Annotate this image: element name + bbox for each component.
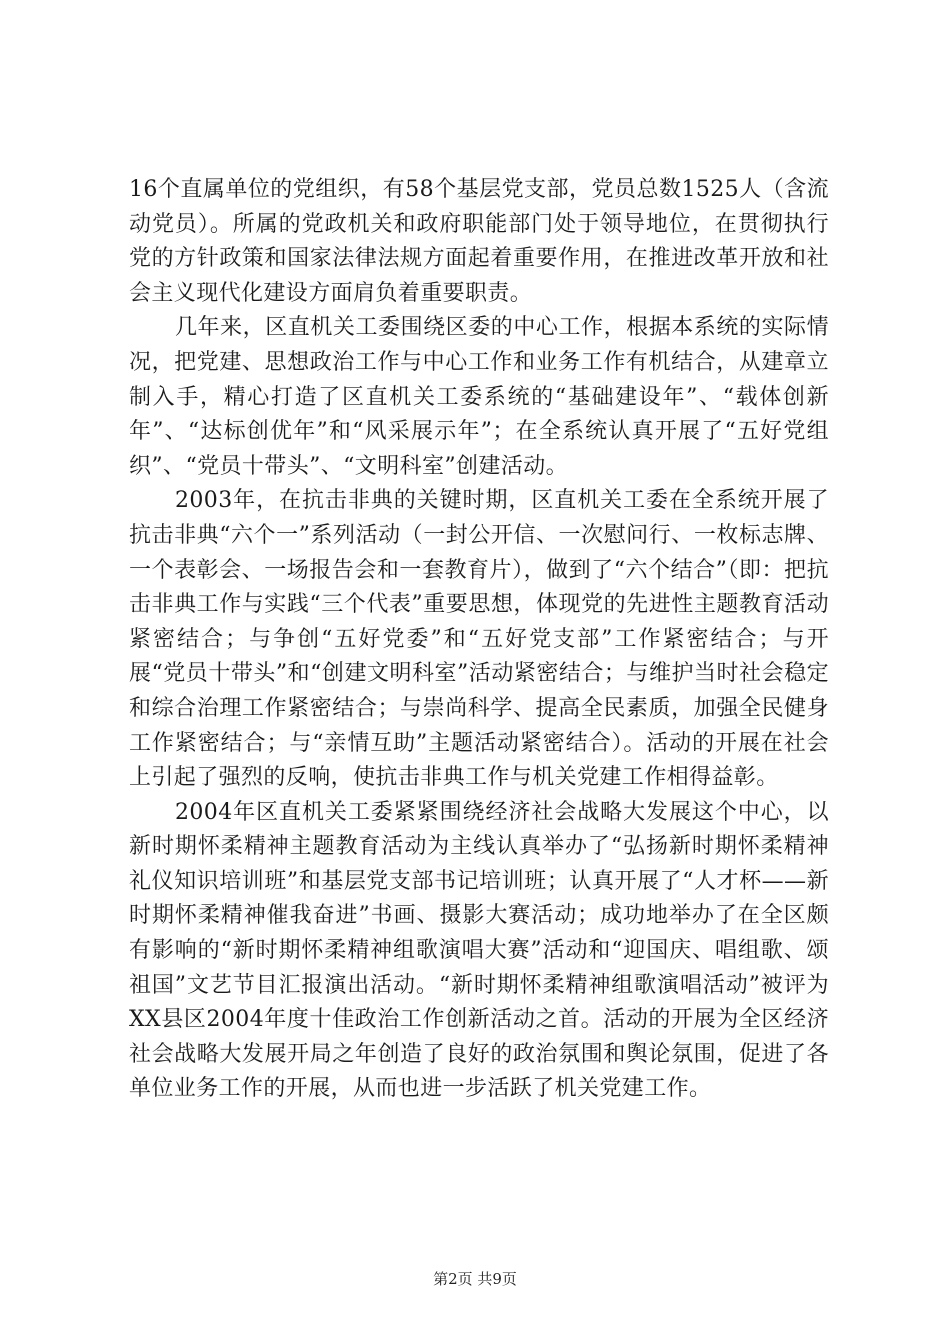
paragraph-2003-sars: 2003年，在抗击非典的关键时期，区直机关工委在全系统开展了抗击非典“六个一”系列活动（一封公开信、一次慰问行、一枚标志牌、一个表彰会、一场报告会和一套教育片），做到了“六个结合”（即：把抗击非典工作与实践“三个代表”重要思想，体现党的先进性主题教育活动紧密结合；与争创“五好党委”和“五好党支部”工作紧密结合；与开展“党员十带头”和“创建文明科室”活动紧密结合；与维护当时社会稳定和综合治理工作紧密结合；与崇尚科学、提高全民素质，加强全民健身工作紧密结合；与“亲情互助”主题活动紧密结合）。活动的开展在社会上引起了强烈的反响，使抗击非典工作与机关党建工作相得益彰。 <box>129 488 829 791</box>
paragraph-work-overview: 几年来，区直机关工委围绕区委的中心工作，根据本系统的实际情况，把党建、思想政治工作与中心工作和业务工作有机结合，从建章立制入手，精心打造了区直机关工委系统的“基础建设年”、“载体创新年”、“达标创优年”和“风采展示年”；在全系统认真开展了“五好党组织”、“党员十带头”、“文明科室”创建活动。 <box>129 315 829 479</box>
paragraph-2004-activities: 2004年区直机关工委紧紧围绕经济社会战略大发展这个中心，以新时期怀柔精神主题教育活动为主线认真举办了“弘扬新时期怀柔精神礼仪知识培训班”和基层党支部书记培训班；认真开展了“人才杯——新时期怀柔精神催我奋进”书画、摄影大赛活动；成功地举办了在全区颇有影响的“新时期怀柔精神组歌演唱大赛”活动和“迎国庆、唱组歌、颂祖国”文艺节目汇报演出活动。“新时期怀柔精神组歌演唱活动”被评为XX县区2004年度十佳政治工作创新活动之首。活动的开展为全区经济社会战略大发展开局之年创造了良好的政治氛围和舆论氛围，促进了各单位业务工作的开展，从而也进一步活跃了机关党建工作。 <box>129 799 829 1102</box>
paragraph-continuation: 16个直属单位的党组织，有58个基层党支部，党员总数1525人（含流动党员）。所属的党政机关和政府职能部门处于领导地位，在贯彻执行党的方针政策和国家法律法规方面起着重要作用，在推进改革开放和社会主义现代化建设方面肩负着重要职责。 <box>129 177 829 306</box>
page-number-footer: 第2页 共9页 <box>433 1270 517 1288</box>
document-body <box>129 173 829 1107</box>
